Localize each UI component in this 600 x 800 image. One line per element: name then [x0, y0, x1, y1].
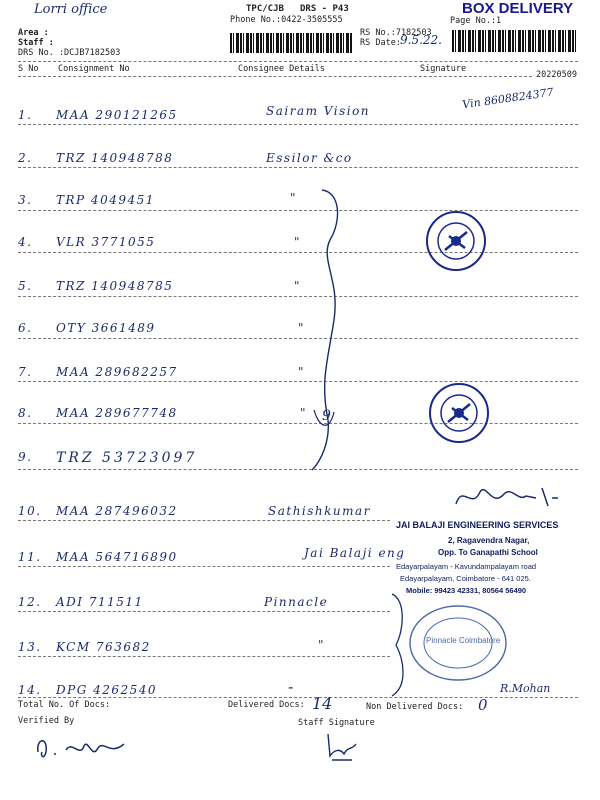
essilor-seal-icon — [428, 382, 490, 444]
staff-label: Staff : — [18, 38, 54, 48]
row-rule — [18, 296, 578, 297]
row-consignment: TRZ 140948788 — [56, 151, 174, 165]
row-consignment: TRZ 53723097 — [56, 450, 198, 466]
row-consignee: Sathishkumar — [268, 504, 371, 518]
title-left: TPC/CJB — [246, 4, 284, 14]
row-consignment: MAA 289682257 — [56, 365, 178, 379]
pinnacle-stamp-text: Pinnacle Coimbatore — [426, 636, 501, 645]
row-consignment: MAA 287496032 — [56, 504, 178, 518]
row-number: 1. — [18, 108, 33, 122]
col-consignment: Consignment No — [58, 64, 130, 74]
col-consignee: Consignee Details — [238, 64, 325, 74]
delivered-docs-label: Delivered Docs: — [228, 700, 305, 710]
row-consignment: MAA 290121265 — [56, 108, 178, 122]
staff-signature — [322, 730, 362, 764]
row-consignee: " — [294, 279, 302, 293]
row-consignee: " — [318, 638, 326, 652]
row-consignment: KCM 763682 — [56, 640, 151, 654]
row-rule — [18, 252, 578, 253]
essilor-seal-icon — [425, 210, 487, 272]
rs-number: RS No.:7182503 — [360, 28, 432, 38]
row-number: 4. — [18, 235, 33, 249]
row-number: 14. — [18, 683, 42, 697]
row-consignment: OTY 3661489 — [56, 321, 156, 335]
row-number: 3. — [18, 193, 33, 207]
non-delivered-value: 0 — [478, 696, 488, 714]
row-consignee: Essilor &co — [266, 151, 353, 165]
page-number: Page No.:1 — [450, 16, 502, 26]
col-sno: S No — [18, 64, 39, 74]
jai-stamp-name: JAI BALAJI ENGINEERING SERVICES — [396, 520, 559, 530]
brace-mark — [300, 180, 360, 480]
barcode-right — [452, 30, 578, 52]
row-consignee: Pinnacle — [264, 595, 329, 609]
col-date-code: 20220509 — [536, 70, 577, 80]
row-consignment: MAA 289677748 — [56, 406, 178, 420]
row-number: 11. — [18, 550, 42, 564]
box-delivery-title: BOX DELIVERY — [462, 0, 574, 17]
row-consignee: " — [298, 321, 306, 335]
header-rule-2 — [18, 76, 532, 77]
drs-number: DRS No. :DCJB7182503 — [18, 48, 121, 58]
row-rule — [18, 210, 578, 211]
row-rule — [18, 566, 390, 567]
row-consignee: " — [298, 365, 306, 379]
col-signature: Signature — [420, 64, 467, 74]
row-consignment: TRP 4049451 — [56, 193, 155, 207]
verifier-signature — [32, 730, 132, 764]
row-number: 8. — [18, 406, 33, 420]
row-number: 6. — [18, 321, 33, 335]
row-number: 12. — [18, 595, 42, 609]
brace-note: 9 — [322, 408, 331, 424]
staff-signature-label: Staff Signature — [298, 718, 375, 728]
row-consignment: ADI 711511 — [56, 595, 144, 609]
row-consignee: " — [294, 235, 302, 249]
header-rule — [18, 61, 578, 62]
phone-number: Phone No.:0422-3505555 — [230, 15, 343, 25]
row-consignment: DPG 4262540 — [56, 683, 158, 697]
row-consignment: VLR 3771055 — [56, 235, 156, 249]
jai-stamp-line3: Edayarpalayam - Kavundampalayam road — [396, 562, 537, 571]
row-number: 2. — [18, 151, 33, 165]
non-delivered-label: Non Delivered Docs: — [366, 702, 464, 712]
row-number: 7. — [18, 365, 33, 379]
row-consignment: TRZ 140948785 — [56, 279, 174, 293]
row-consignment: MAA 564716890 — [56, 550, 178, 564]
jai-stamp-line2: Opp. To Ganapathi School — [438, 548, 538, 557]
row-consignee: Jai Balaji eng — [304, 546, 406, 560]
area-handwriting: Lorri office — [34, 2, 108, 17]
rs-date-label: RS Date: — [360, 38, 401, 48]
row-rule — [18, 381, 578, 382]
phone-note-handwriting: Vin 8608824377 — [461, 85, 555, 112]
row-rule — [18, 469, 578, 470]
verified-by-label: Verified By — [18, 716, 75, 726]
jai-stamp-line4: Edayarpalayam, Coimbatore - 641 025. — [400, 574, 531, 583]
row-number: 9. — [18, 450, 33, 464]
row-rule — [18, 520, 390, 521]
row-consignee: - — [288, 677, 295, 696]
row-rule — [18, 338, 578, 339]
row-consignee: " — [290, 191, 298, 205]
row-rule — [18, 167, 578, 168]
rmohan-signature: R.Mohan — [500, 682, 551, 695]
barcode — [230, 33, 352, 53]
signature-scrawl — [452, 480, 562, 516]
row-number: 13. — [18, 640, 42, 654]
jai-stamp-line1: 2, Ragavendra Nagar, — [448, 536, 530, 545]
row-rule — [18, 124, 578, 125]
row-number: 5. — [18, 279, 33, 293]
area-label: Area : — [18, 28, 49, 38]
row-consignee: Sairam Vision — [266, 104, 371, 118]
rs-date-handwriting: 9.5.22. — [400, 33, 442, 47]
delivered-docs-value: 14 — [312, 694, 333, 713]
row-rule — [18, 656, 390, 657]
total-docs-label: Total No. Of Docs: — [18, 700, 111, 710]
row-rule — [18, 423, 578, 424]
row-number: 10. — [18, 504, 42, 518]
row-rule — [18, 611, 390, 612]
title-mid: DRS - P43 — [300, 4, 349, 14]
row-rule — [18, 697, 578, 698]
row-consignee: " — [300, 406, 308, 420]
jai-stamp-line5: Mobile: 99423 42331, 80564 56490 — [406, 586, 527, 595]
